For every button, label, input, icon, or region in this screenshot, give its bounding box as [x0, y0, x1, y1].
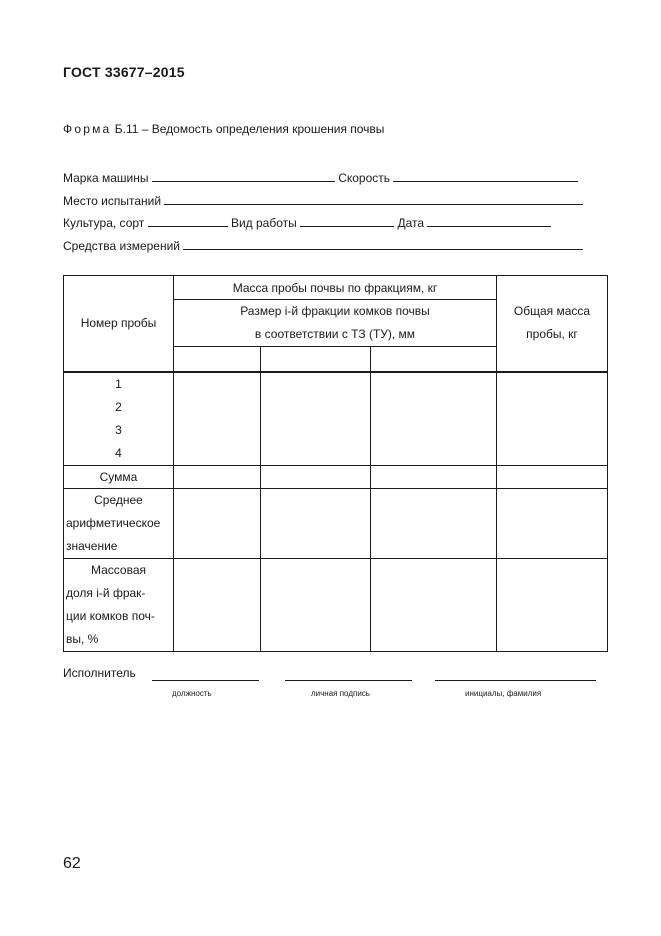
field-row-instruments: [63, 238, 583, 253]
fraction-size-header-line2: в соответствии с ТЗ (ТУ), мм: [254, 327, 416, 341]
name-caption: инициалы, фамилия: [465, 689, 542, 698]
work-input-line[interactable]: [300, 215, 394, 227]
form-title-text: Б.11 – Ведомость определения крошения почвы: [111, 122, 385, 136]
date-label: Дата: [397, 216, 425, 230]
table-cell[interactable]: [497, 558, 608, 651]
table-cell[interactable]: [371, 488, 497, 558]
mean-label: [64, 488, 174, 558]
table-cell[interactable]: [371, 465, 497, 488]
document-standard-header: ГОСТ 33677–2015: [63, 64, 185, 80]
mean-label-line: Среднее: [94, 492, 143, 507]
fraction-column-header-3[interactable]: [371, 347, 497, 372]
total-mass-header-line2: пробы, кг: [526, 327, 578, 342]
fraction-share-label-line: ции комков поч-: [66, 608, 155, 623]
sample-numbers-cell: [64, 372, 174, 466]
fraction-share-label-line: доля i-й фрак-: [66, 585, 146, 600]
field-row-crop-work-date: [63, 215, 551, 230]
table-cell[interactable]: [261, 372, 371, 466]
speed-input-line[interactable]: [393, 170, 578, 182]
fraction-column-header-1[interactable]: [174, 347, 261, 372]
crop-label: Культура, сорт: [63, 216, 145, 230]
mean-label-line: значение: [66, 538, 118, 553]
executor-label: Исполнитель: [63, 666, 136, 680]
table-cell[interactable]: [261, 465, 371, 488]
fraction-size-header: [174, 300, 497, 347]
brand-input-line[interactable]: [152, 170, 335, 182]
position-caption: должность: [172, 689, 212, 698]
sample-number: 4: [115, 445, 122, 460]
table-cell[interactable]: [497, 488, 608, 558]
mean-label-line: арифметическое: [66, 515, 161, 530]
signature-line[interactable]: [285, 680, 412, 681]
place-input-line[interactable]: [164, 193, 583, 205]
fraction-share-label-line: Массовая: [90, 562, 147, 577]
table-cell[interactable]: [371, 372, 497, 466]
field-row-brand-speed: [63, 170, 578, 185]
instruments-label: Средства измерений: [63, 239, 181, 253]
table-cell[interactable]: [497, 372, 608, 466]
place-label: Место испытаний: [63, 194, 162, 208]
page-number: 62: [63, 855, 81, 872]
fraction-size-header-line1: Размер i-й фракции комков почвы: [240, 304, 430, 318]
crop-input-line[interactable]: [148, 215, 228, 227]
work-label: Вид работы: [230, 216, 297, 230]
sample-number: 3: [115, 422, 122, 437]
sample-number: 1: [115, 376, 122, 391]
fraction-column-header-2[interactable]: [261, 347, 371, 372]
fraction-share-label: [64, 558, 174, 651]
total-mass-header: [497, 276, 608, 372]
table-row-sum: [64, 465, 608, 488]
table-cell[interactable]: [497, 465, 608, 488]
table-cell[interactable]: [174, 558, 261, 651]
table-row-samples: [64, 372, 608, 466]
total-mass-header-line1: Общая масса: [513, 304, 591, 319]
form-title: [63, 122, 384, 136]
soil-crumbling-table: [63, 275, 608, 652]
table-cell[interactable]: [371, 558, 497, 651]
table-row-mean: [64, 488, 608, 558]
form-title-prefix: Форма: [63, 122, 112, 136]
table-cell[interactable]: [261, 488, 371, 558]
fraction-share-label-line: вы, %: [66, 631, 99, 646]
table-cell[interactable]: [174, 465, 261, 488]
date-input-line[interactable]: [427, 215, 551, 227]
table-row-fraction-share: [64, 558, 608, 651]
table-cell[interactable]: [174, 372, 261, 466]
sample-no-header: Номер пробы: [64, 276, 174, 372]
field-row-place: [63, 193, 583, 208]
table-cell[interactable]: [174, 488, 261, 558]
name-line[interactable]: [435, 680, 596, 681]
brand-label: Марка машины: [63, 171, 149, 185]
position-line[interactable]: [152, 680, 259, 681]
mass-by-fraction-header: Масса пробы почвы по фракциям, кг: [174, 276, 497, 300]
speed-label: Скорость: [338, 171, 391, 185]
instruments-input-line[interactable]: [183, 238, 583, 250]
sample-number: 2: [115, 399, 122, 414]
signature-caption: личная подпись: [311, 689, 370, 698]
sum-label: Сумма: [64, 465, 174, 488]
table-cell[interactable]: [261, 558, 371, 651]
